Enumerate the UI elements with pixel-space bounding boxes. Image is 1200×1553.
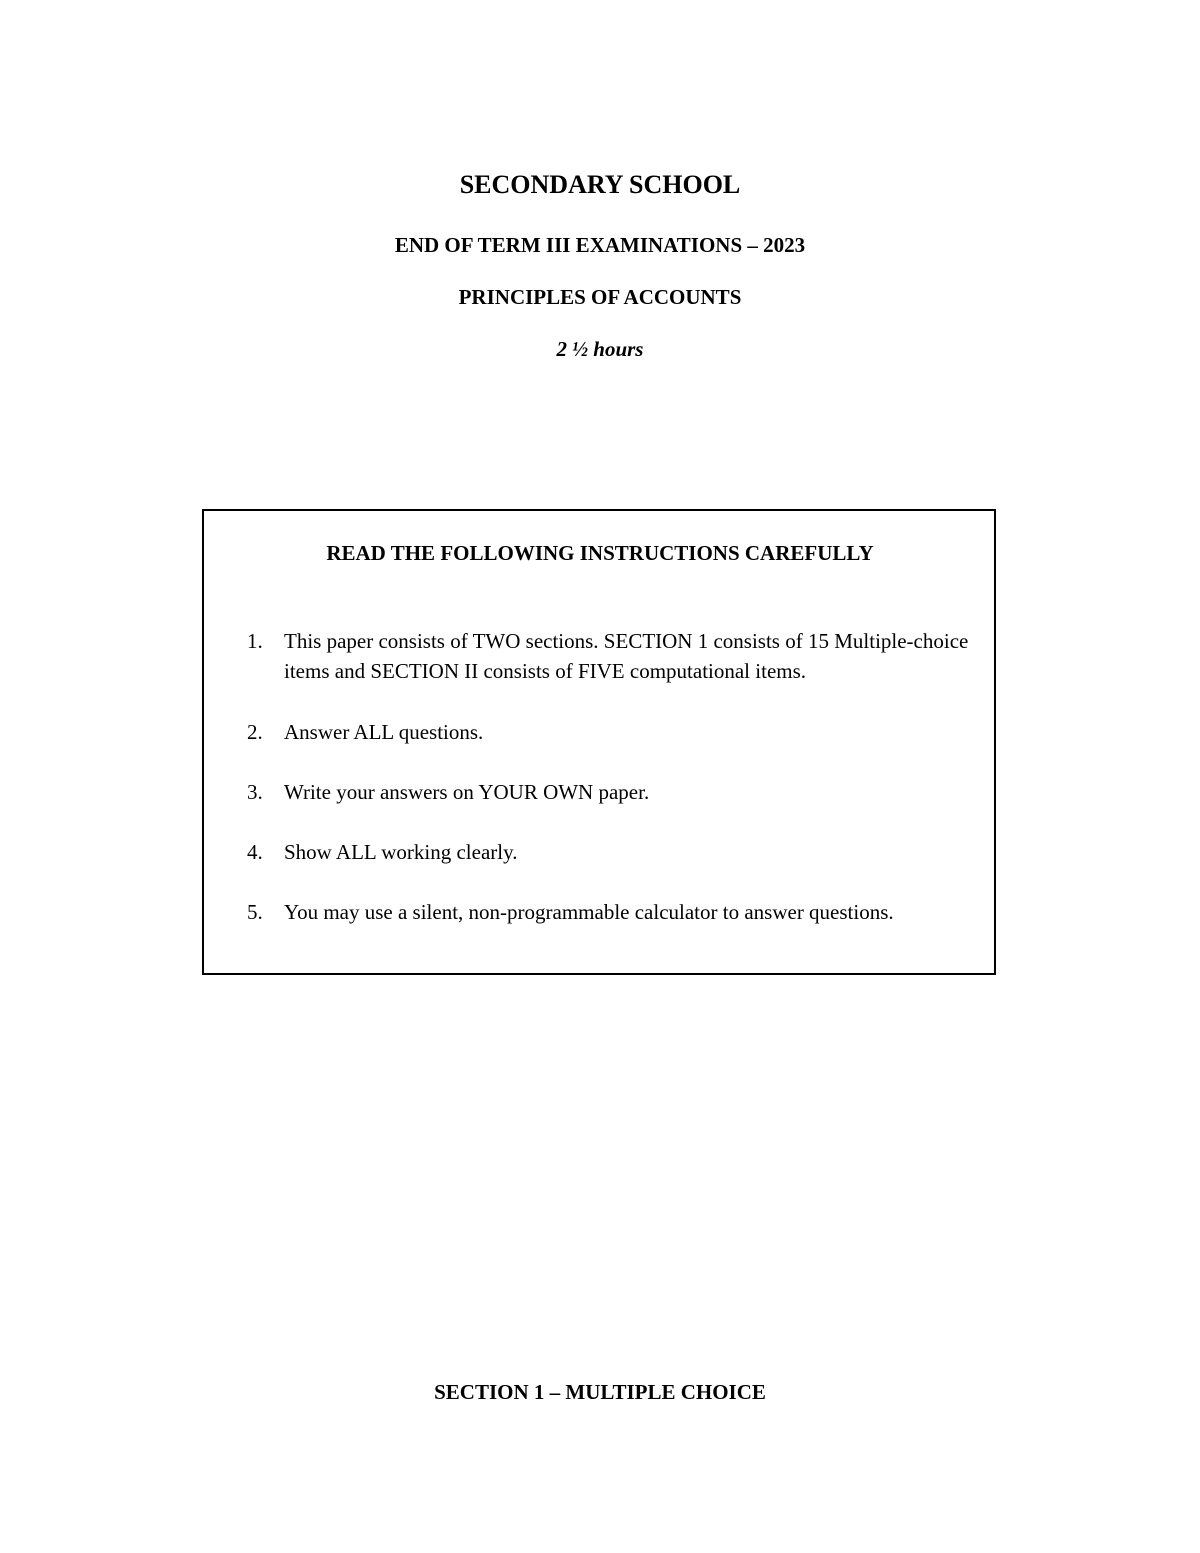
instruction-text: Write your answers on YOUR OWN paper. <box>284 780 650 804</box>
instruction-number: 4. <box>247 840 263 864</box>
subject-title: PRINCIPLES OF ACCOUNTS <box>458 285 742 309</box>
instruction-text: You may use a silent, non-programmable calculator to answer questions. <box>284 900 894 924</box>
instruction-number: 2. <box>247 720 263 744</box>
instruction-number: 5. <box>247 900 263 924</box>
exam-title: END OF TERM III EXAMINATIONS – 2023 <box>394 233 806 257</box>
instruction-text: This paper consists of TWO sections. SECTION 1 consists of 15 Multiple-choice items and SECTION II consists of FIVE computational items. <box>284 629 969 683</box>
school-name: SECONDARY SCHOOL <box>459 170 741 199</box>
instruction-number: 3. <box>247 780 263 804</box>
exam-duration: 2 ½ hours <box>556 337 644 361</box>
instruction-number: 1. <box>247 629 263 653</box>
section-title: SECTION 1 – MULTIPLE CHOICE <box>434 1380 766 1404</box>
instruction-text: Answer ALL questions. <box>284 720 484 744</box>
instruction-text: Show ALL working clearly. <box>284 840 518 864</box>
instructions-title: READ THE FOLLOWING INSTRUCTIONS CAREFULLY <box>326 541 874 565</box>
